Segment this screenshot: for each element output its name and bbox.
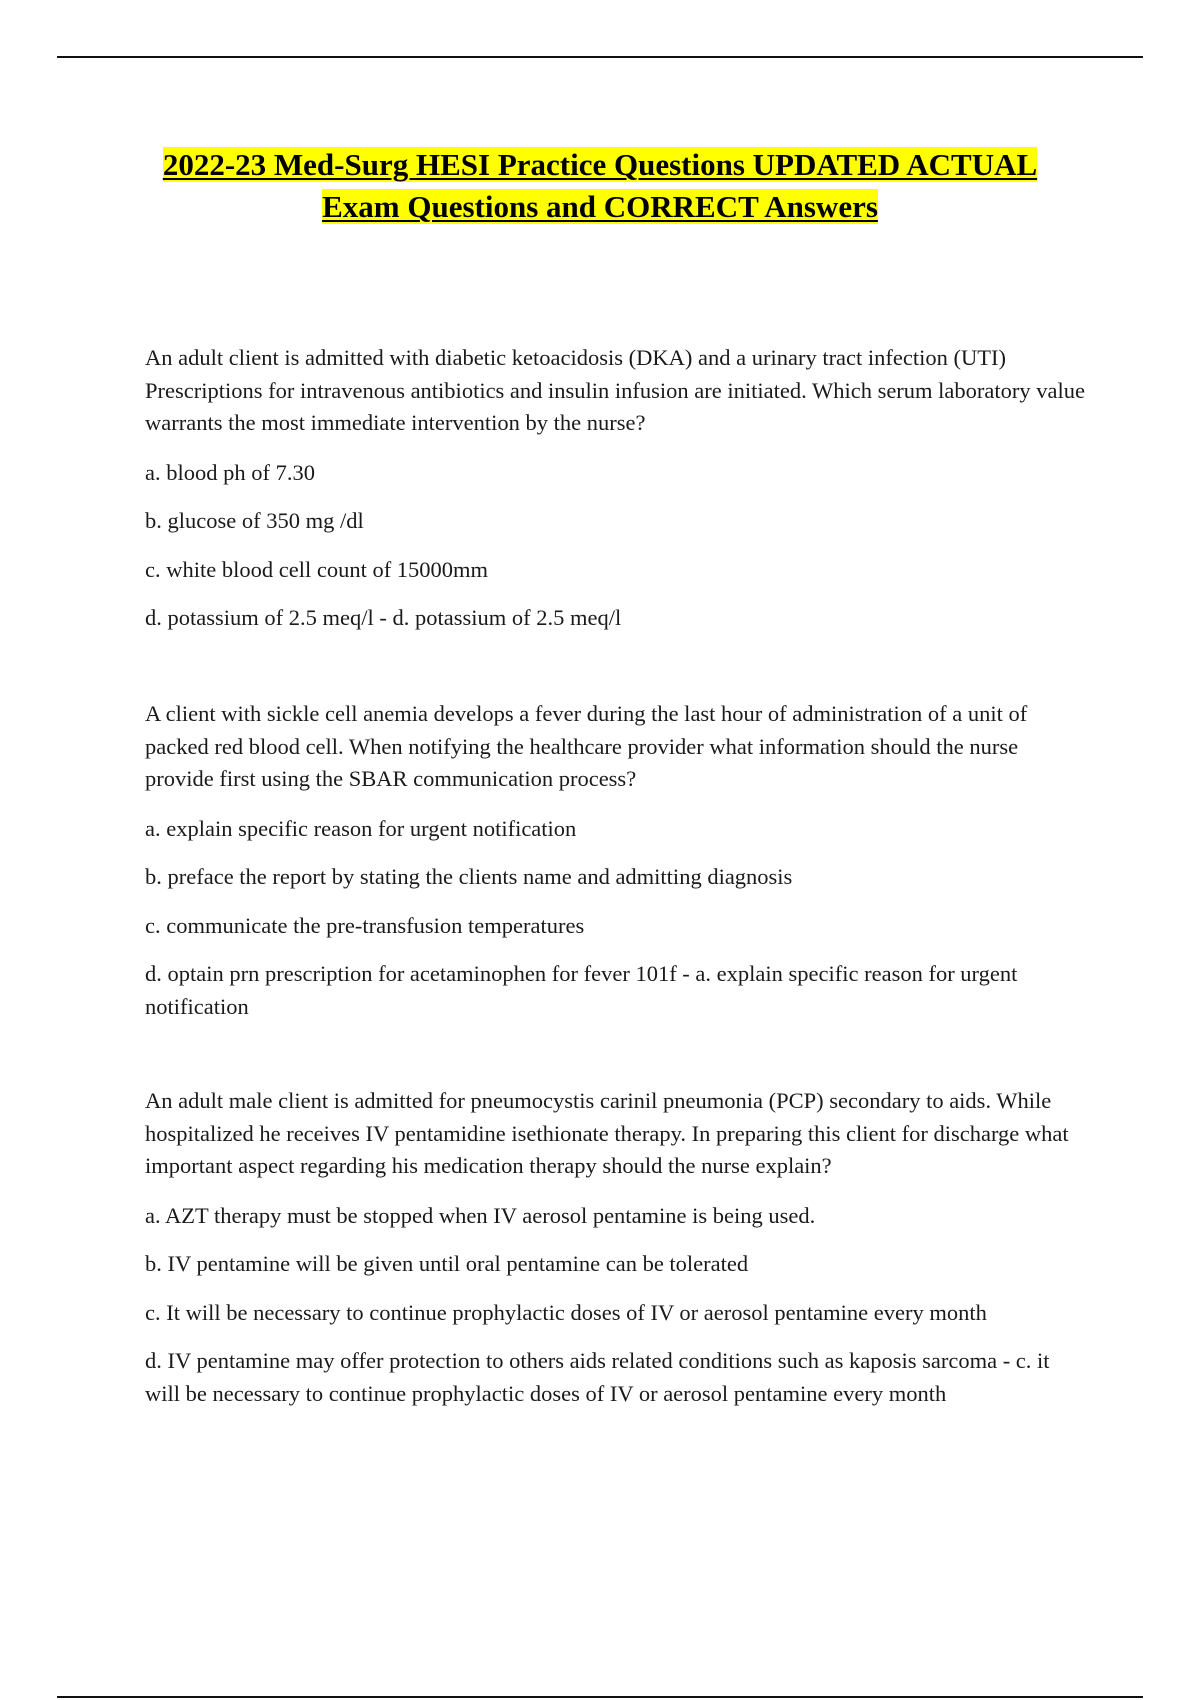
top-rule	[57, 56, 1143, 58]
answer-option-b: b. IV pentamine will be given until oral pentamine can be tolerated	[145, 1251, 749, 1276]
title-line-2: Exam Questions and CORRECT Answers	[322, 189, 878, 224]
question-stem: An adult male client is admitted for pneumocystis carinil pneumonia (PCP) secondary to aids. While hospitalized he receives IV pentamidine isethionate therapy. In preparing this client for discharge what important aspect regarding his medication therapy should the nurse explain?	[145, 1088, 1069, 1178]
answer-option-b: b. preface the report by stating the clients name and admitting diagnosis	[145, 864, 793, 889]
question-2	[145, 698, 1090, 1039]
question-3	[145, 1085, 1090, 1426]
question-1	[145, 342, 1090, 651]
answer-option-d: d. potassium of 2.5 meq/l - d. potassium of 2.5 meq/l	[145, 605, 622, 630]
answer-option-d: d. IV pentamine may offer protection to others aids related conditions such as kaposis sarcoma - c. it will be necessary to continue prophylactic doses of IV or aerosol pentamine every month	[145, 1348, 1050, 1406]
answer-option-a: a. explain specific reason for urgent notification	[145, 815, 577, 841]
answer-option-c: c. communicate the pre-transfusion temperatures	[145, 912, 585, 938]
question-stem: An adult client is admitted with diabetic ketoacidosis (DKA) and a urinary tract infection (UTI) Prescriptions for intravenous antibiotics and insulin infusion are initiated. Which serum laboratory value warrants the most immediate intervention by the nurse?	[145, 345, 1085, 435]
bottom-rule	[57, 1696, 1143, 1698]
answer-option-a: a. blood ph of 7.30	[145, 459, 315, 485]
question-stem: A client with sickle cell anemia develops a fever during the last hour of administration of a unit of packed red blood cell. When notifying the healthcare provider what information should the nurse provide first using the SBAR communication process?	[145, 701, 1028, 791]
answer-option-b: b. glucose of 350 mg /dl	[145, 508, 364, 533]
answer-option-a: a. AZT therapy must be stopped when IV aerosol pentamine is being used.	[145, 1202, 816, 1228]
answer-option-d: d. optain prn prescription for acetaminophen for fever 101f - a. explain specific reason for urgent notification	[145, 961, 1018, 1019]
document-title	[100, 144, 1100, 228]
answer-option-c: c. white blood cell count of 15000mm	[145, 556, 489, 582]
answer-option-c: c. It will be necessary to continue prophylactic doses of IV or aerosol pentamine every month	[145, 1299, 987, 1325]
title-line-1: 2022-23 Med-Surg HESI Practice Questions UPDATED ACTUAL	[162, 147, 1038, 182]
